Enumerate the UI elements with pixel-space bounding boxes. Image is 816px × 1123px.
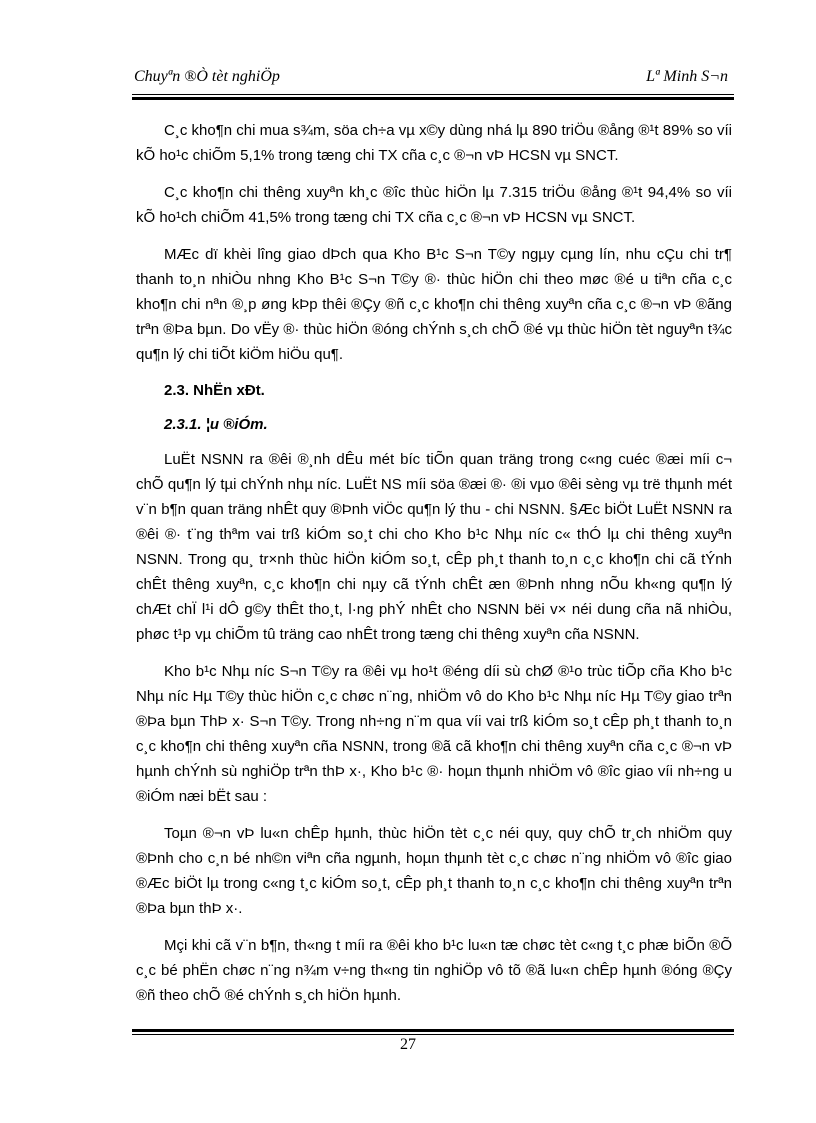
paragraph: Toµn ®¬n vÞ lu«n chÊp hµnh, thùc hiÖn tèt c¸c néi quy, quy chÕ tr¸ch nhiÖm quy ®Þnh cho c¸n bé nh©n viªn cña ngµnh, hoµn thµnh tèt c¸c chøc n¨ng nhiÖm vô ®îc giao ®Æc biÖt lµ trong c«ng t¸c kiÓm so¸t, cÊp ph¸t thanh to¸n c¸c kho¶n chi thêng xuyªn trªn ®Þa bµn thÞ x·. <box>136 825 732 917</box>
section-heading: 2.3. NhËn xÐt. <box>164 382 265 399</box>
header-title: Chuyªn ®Ò tèt nghiÖp <box>134 68 280 85</box>
paragraph: C¸c kho¶n chi mua s¾m, söa ch÷a vµ x©y dùng nhá lµ 890 triÖu ®ång ®¹t 89% so víi kÕ ho¹c chiÕm 5,1% trong tæng chi TX cña c¸c ®¬n vÞ HCSN vµ SNCT. <box>136 122 732 164</box>
header-rule-thick <box>132 97 734 100</box>
header-rule-thin <box>132 94 734 95</box>
page-header <box>132 66 734 92</box>
paragraph: C¸c kho¶n chi thêng xuyªn kh¸c ®îc thùc hiÖn lµ 7.315 triÖu ®ång ®¹t 94,4% so víi kÕ ho¹ch chiÕm 41,5% trong tæng chi TX cña c¸c ®¬n vÞ HCSN vµ SNCT. <box>136 184 732 226</box>
paragraph: LuËt NSNN ra ®êi ®¸nh dÊu mét bíc tiÕn quan träng trong c«ng cuéc ®æi míi c¬ chÕ qu¶n lý tµi chÝnh nhµ níc. LuËt NS míi söa ®æi ®· ®i vµo ®êi sèng vµ trë thµnh mét v¨n b¶n quan träng nhÊt quy ®Þnh viÖc qu¶n lý thu - chi NSNN. §Æc biÖt LuËt NSNN ra ®êi ®· t¨ng thªm vai trß kiÓm so¸t chi cho Kho b¹c Nhµ níc c« thÓ lµ chi thêng xuyªn NSNN. Trong qu¸ tr×nh thùc hiÖn kiÓm so¸t, cÊp ph¸t thanh to¸n c¸c kho¶n chi cã tÝnh chÊt thêng xuyªn, c¸c kho¶n chi nµy cã tÝnh chÊt æn ®Þnh nhng nÕu kh«ng qu¶n lý chÆt chÏ l¹i dÔ g©y thÊt tho¸t, l·ng phÝ nhÊt cho NSNN bëi v× néi dung cña nã nhiÒu, phøc t¹p vµ chiÕm tû träng cao nhÊt trong tæng chi thêng xuyªn cña NSNN. <box>136 451 732 643</box>
paragraph: Mçi khi cã v¨n b¶n, th«ng t míi ra ®êi kho b¹c lu«n tæ chøc tèt c«ng t¸c phæ biÕn ®Õ c¸c bé phËn chøc n¨ng n¾m v÷ng th«ng tin nghiÖp vô tõ ®ã lu«n chÊp hµnh ®óng ®Çy ®ñ theo chÕ ®é chÝnh s¸ch hiÖn hµnh. <box>136 937 732 1004</box>
header-author: Lª Minh S¬n <box>646 68 728 85</box>
page-number: 27 <box>400 1036 416 1053</box>
paragraph: Kho b¹c Nhµ níc S¬n T©y ra ®êi vµ ho¹t ®éng díi sù chØ ®¹o trùc tiÕp cña Kho b¹c Nhµ níc Hµ T©y thùc hiÖn c¸c chøc n¨ng, nhiÖm vô do Kho b¹c Nhµ níc Hµ T©y giao trªn ®Þa bµn ThÞ x· S¬n T©y. Trong nh÷ng n¨m qua víi vai trß kiÓm so¸t cÊp ph¸t thanh to¸n c¸c kho¶n chi thêng xuyªn cña NSNN, trong ®ã cã kho¶n chi thêng xuyªn cña c¸c ®¬n vÞ hµnh chÝnh sù nghiÖp trªn thÞ x·, Kho b¹c ®· hoµn thµnh nhiÖm vô ®îc giao víi nh÷ng u ®iÓm næi bËt sau : <box>136 663 732 805</box>
paragraph: MÆc dï khèi lîng giao dÞch qua Kho B¹c S¬n T©y ngµy cµng lín, nhu cÇu chi tr¶ thanh to¸n nhiÒu nhng Kho B¹c S¬n T©y ®· thùc hiÖn chi theo møc ®é u tiªn cña c¸c kho¶n chi nªn ®¸p øng kÞp thêi ®Çy ®ñ c¸c kho¶n chi thêng xuyªn cña c¸c ®¬n vÞ ®ãng trªn ®Þa bµn. Do vËy ®· thùc hiÖn ®óng chÝnh s¸ch chÕ ®é vµ thùc hiÖn tèt nguyªn t¾c qu¶n lý chi tiÕt kiÖm hiÖu qu¶. <box>136 246 732 363</box>
footer-rule-thick <box>132 1029 734 1032</box>
footer-rule-thin <box>132 1034 734 1035</box>
page-body <box>136 118 732 1020</box>
subsection-heading: 2.3.1. ¦u ®iÓm. <box>164 416 268 433</box>
